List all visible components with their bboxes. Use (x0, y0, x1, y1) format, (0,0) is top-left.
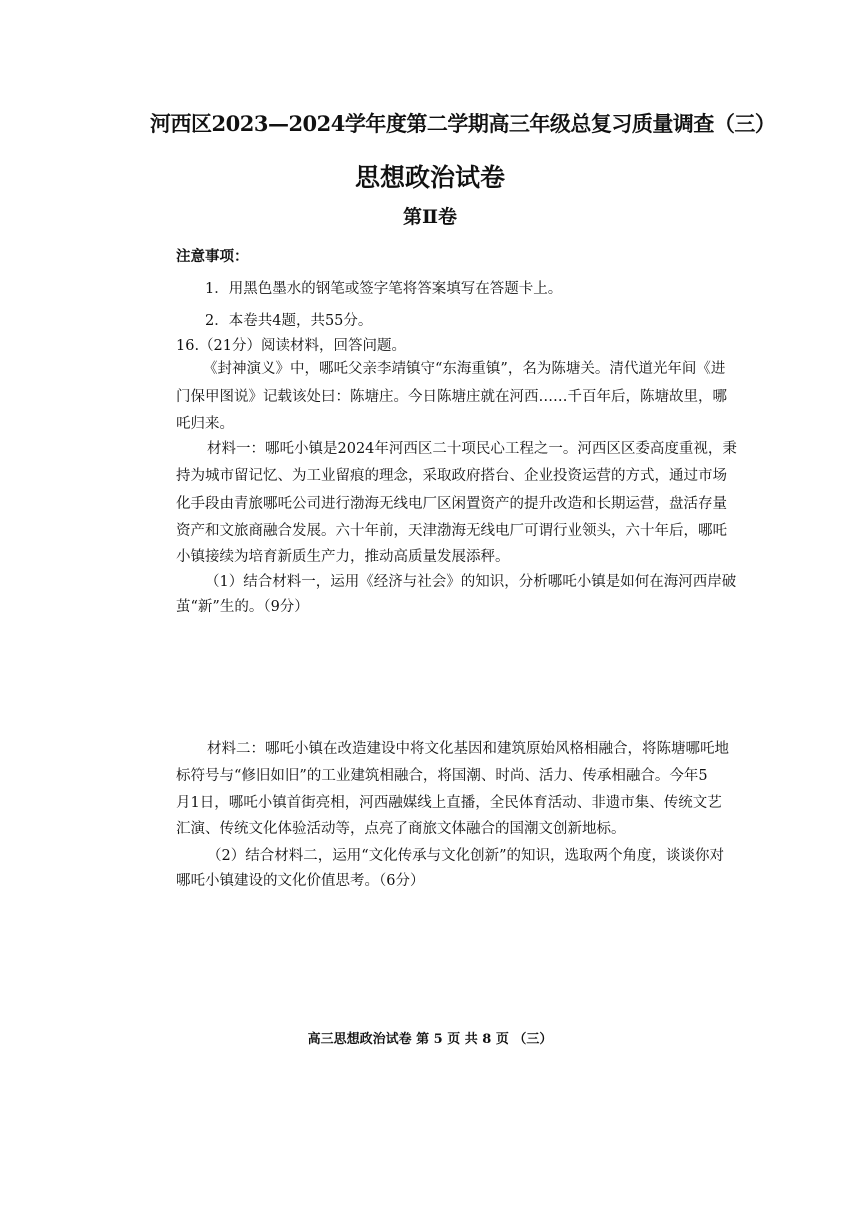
question-16-header: 16.（21分）阅读材料，回答问题。 (176, 338, 407, 354)
material1-line: 资产和文旅商融合发展。六十年前，天津渤海无线电厂可谓行业领头，六十年后，哪吒 (176, 523, 727, 539)
notice-item-2: 2．本卷共4题，共55分。 (205, 313, 373, 329)
material1-line: 材料一：哪吒小镇是2024年河西区二十项民心工程之一。河西区区委高度重视，秉 (207, 441, 737, 457)
notice-heading: 注意事项： (176, 248, 249, 265)
volume-title: 第Ⅱ卷 (402, 206, 457, 228)
intro-line: 吒归来。 (176, 416, 234, 432)
subquestion-1-line: 茧“新”生的。（9分） (176, 599, 309, 615)
notice-item-1: 1．用黑色墨水的钢笔或签字笔将答案填写在答题卡上。 (205, 281, 563, 297)
exam-title: 河西区2023—2024学年度第二学期高三年级总复习质量调查（三） (150, 111, 776, 136)
material2-line: 材料二：哪吒小镇在改造建设中将文化基因和建筑原始风格相融合，将陈塘哪吒地 (207, 741, 729, 757)
subject-title: 思想政治试卷 (354, 163, 505, 192)
subquestion-2-line: 哪吒小镇建设的文化价值思考。（6分） (176, 873, 425, 889)
material1-line: 持为城市留记忆、为工业留痕的理念，采取政府搭台、企业投资运营的方式，通过市场 (176, 468, 727, 484)
material2-line: 月1日，哪吒小镇首街亮相，河西融媒线上直播，全民体育活动、非遗市集、传统文艺 (176, 795, 722, 811)
material2-line: 标符号与“修旧如旧”的工业建筑相融合，将国潮、时尚、活力、传承相融合。今年5 (176, 768, 708, 784)
material1-line: 化手段由青旅哪吒公司进行渤海无线电厂区闲置资产的提升改造和长期运营，盘活存量 (176, 496, 727, 512)
material1-line: 小镇接续为培育新质生产力，推动高质量发展添秤。 (176, 549, 510, 565)
subquestion-1-line: （1）结合材料一，运用《经济与社会》的知识，分析哪吒小镇是如何在海河西岸破 (205, 574, 737, 590)
material2-line: 汇演、传统文化体验活动等，点亮了商旅文体融合的国潮文创新地标。 (176, 821, 626, 837)
intro-line: 门保甲图说》记载该处曰：陈塘庄。今日陈塘庄就在河西……千百年后，陈塘故里，哪 (176, 389, 727, 405)
intro-line: 《封神演义》中，哪吒父亲李靖镇守“东海重镇”，名为陈塘关。清代道光年间《进 (203, 361, 726, 377)
page-footer: 高三思想政治试卷 第 5 页 共 8 页 （三） (307, 1032, 553, 1047)
subquestion-2-line: （2）结合材料二，运用“文化传承与文化创新”的知识，选取两个角度，谈谈你对 (207, 848, 725, 864)
